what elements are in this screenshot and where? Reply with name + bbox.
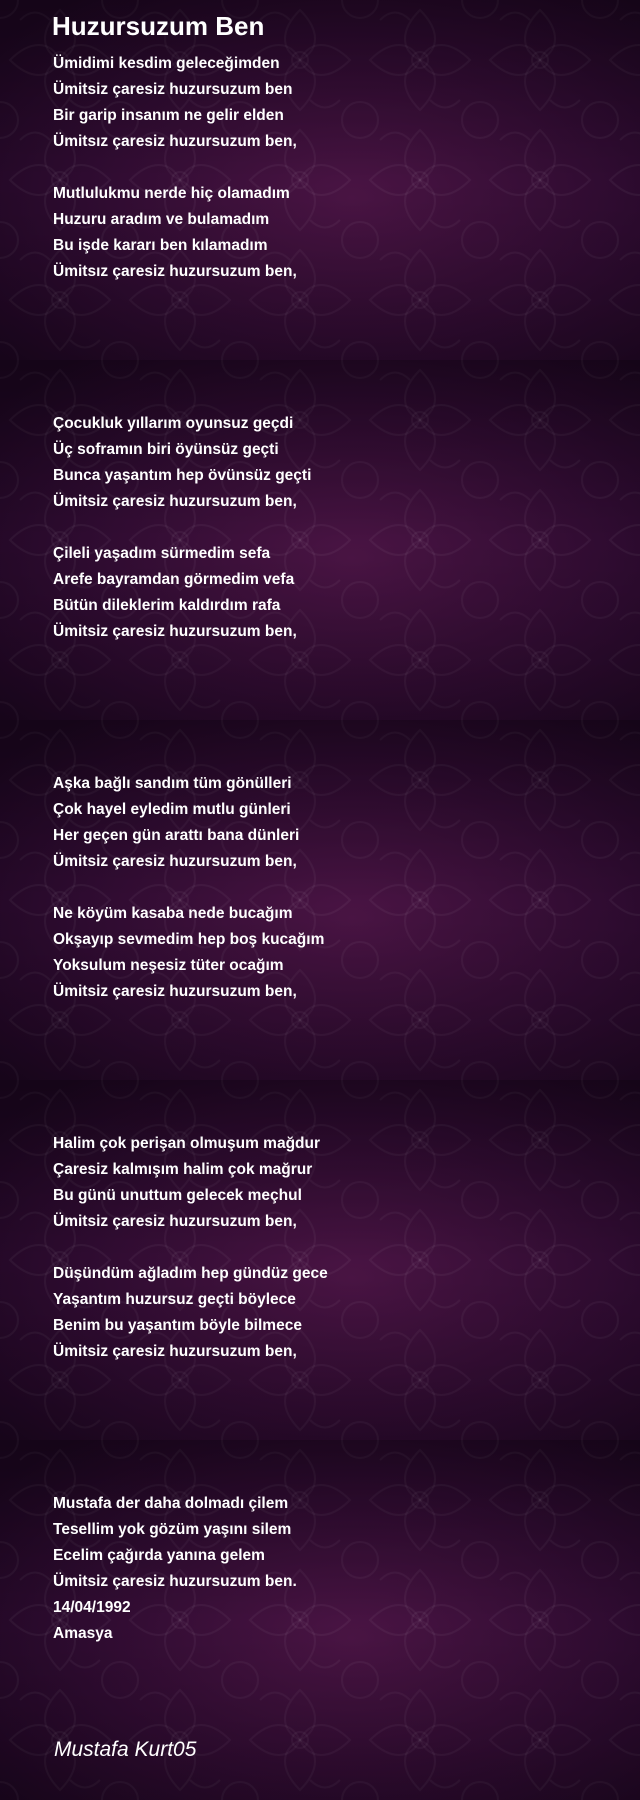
poem-line: Çileli yaşadım sürmedim sefa (53, 545, 271, 562)
poem-line: Düşündüm ağladım hep gündüz gece (53, 1265, 328, 1282)
stanza (53, 901, 324, 1005)
poem-line: Ümitsiz çaresiz huzursuzum ben, (53, 1343, 297, 1360)
stanza (53, 1131, 320, 1235)
poem-line: Bütün dileklerim kaldırdım rafa (53, 597, 281, 614)
poem-line: Benim bu yaşantım böyle bilmece (53, 1317, 302, 1334)
poem-line: Üç soframın biri öyünsüz geçti (53, 441, 279, 458)
poem-line: Çok hayel eyledim mutlu günleri (53, 801, 291, 818)
poem-place: Amasya (53, 1625, 113, 1642)
stanza (53, 181, 297, 285)
stanza (53, 541, 297, 645)
stanza (53, 1261, 328, 1365)
poem-line: Ümidimi kesdim geleceğimden (53, 55, 280, 72)
poem-line: Ecelim çağırda yanına gelem (53, 1547, 265, 1564)
poem-date: 14/04/1992 (53, 1599, 131, 1616)
poem-line: Tesellim yok gözüm yaşını silem (53, 1521, 292, 1538)
poem-line: Ümitsız çaresiz huzursuzum ben, (53, 263, 297, 280)
poem-line: Bir garip insanım ne gelir elden (53, 107, 284, 124)
poem-line: Ümitsiz çaresiz huzursuzum ben, (53, 493, 297, 510)
poem-line: Ümitsiz çaresiz huzursuzum ben. (53, 1573, 297, 1590)
poem-line: Yaşantım huzursuz geçti böylece (53, 1291, 296, 1308)
poem-line: Arefe bayramdan görmedim vefa (53, 571, 295, 588)
poem-line: Mutlulukmu nerde hiç olamadım (53, 185, 290, 202)
poem-line: Bu günü unuttum gelecek meçhul (53, 1187, 302, 1204)
poem-line: Yoksulum neşesiz tüter ocağım (53, 957, 284, 974)
poem-line: Ümitsiz çaresiz huzursuzum ben, (53, 623, 297, 640)
poem-line: Ümitsiz çaresiz huzursuzum ben, (53, 853, 297, 870)
poem-line: Ümitsız çaresiz huzursuzum ben, (53, 133, 297, 150)
poem-line: Çaresiz kalmışım halim çok mağrur (53, 1161, 313, 1178)
poem-line: Bu işde kararı ben kılamadım (53, 237, 268, 254)
poem-line: Ümitsiz çaresiz huzursuzum ben, (53, 1213, 297, 1230)
poem-line: Ümitsiz çaresiz huzursuzum ben (53, 81, 293, 98)
stanza (53, 1491, 297, 1647)
poem-line: Halim çok perişan olmuşum mağdur (53, 1135, 321, 1152)
poem-line: Aşka bağlı sandım tüm gönülleri (53, 775, 292, 792)
author-name: Mustafa Kurt05 (54, 1738, 197, 1761)
poem-line: Bunca yaşantım hep övünsüz geçti (53, 467, 312, 484)
stanza (53, 411, 311, 515)
poem-line: Ne köyüm kasaba nede bucağım (53, 905, 293, 922)
stanza (53, 771, 299, 875)
stanza (53, 51, 297, 155)
poem-line: Her geçen gün arattı bana dünleri (53, 827, 300, 844)
poem-line: Çocukluk yıllarım oyunsuz geçdi (53, 415, 294, 432)
poem-line: Mustafa der daha dolmadı çilem (53, 1495, 289, 1512)
poem-title: Huzursuzum Ben (52, 11, 265, 41)
poem-line: Ümitsiz çaresiz huzursuzum ben, (53, 983, 297, 1000)
poem-line: Huzuru aradım ve bulamadım (53, 211, 270, 228)
poem-line: Okşayıp sevmedim hep boş kucağım (53, 931, 325, 948)
